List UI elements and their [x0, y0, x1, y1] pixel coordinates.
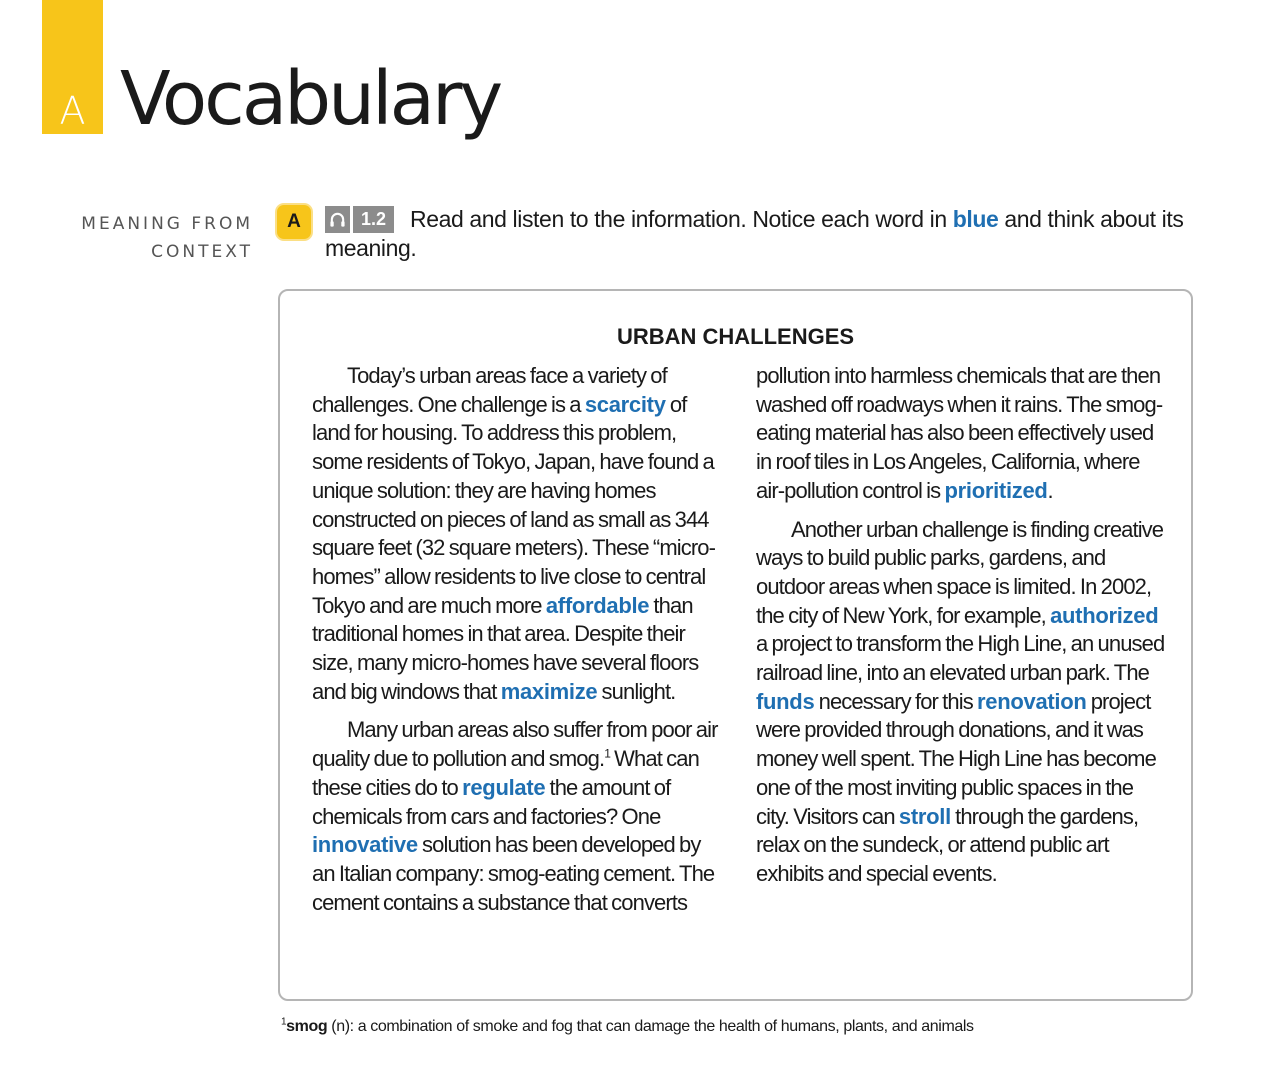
activity-instruction	[325, 205, 1205, 263]
vocab-word-authorized: authorized	[1050, 602, 1159, 628]
footnote-marker: 1	[604, 746, 610, 761]
paragraph-text: the amount of chemicals from cars and factories? One	[312, 774, 671, 829]
vocab-word-funds: funds	[756, 688, 815, 714]
instruction-text-end: and think about its meaning.	[325, 206, 1184, 261]
vocab-word-stroll: stroll	[898, 803, 951, 829]
paragraph-text: Another urban challenge is finding creative ways to build public parks, gardens, and outdoor areas when space is limited. In 2002, the city of New York, for example,	[756, 516, 1164, 628]
paragraph-text: sunlight.	[597, 678, 676, 704]
skill-label-line1: MEANING FROM	[81, 214, 253, 234]
footnote-number: 1	[281, 1016, 287, 1028]
page-title: Vocabulary	[120, 56, 501, 142]
audio-track-button[interactable]	[325, 206, 394, 233]
paragraph-text: necessary for this	[814, 688, 978, 714]
paragraph-text: Many urban areas also suffer from poor air quality due to pollution and smog.	[312, 717, 718, 772]
vocab-word-renovation: renovation	[977, 688, 1087, 714]
paragraph-2-continued	[756, 362, 1168, 506]
reading-box	[278, 289, 1193, 1001]
vocab-word-prioritized: prioritized	[944, 477, 1048, 503]
vocab-word-innovative: innovative	[312, 832, 418, 858]
paragraph-text: What can these cities do to	[312, 746, 699, 800]
paragraph-text: .	[1047, 477, 1053, 503]
section-letter: A	[59, 89, 86, 133]
headphones-icon	[325, 206, 350, 233]
vocab-word-affordable: affordable	[545, 592, 650, 618]
paragraph-text: Today’s urban areas face a variety of challenges. One challenge is a	[312, 363, 667, 417]
activity-badge: A	[277, 205, 311, 239]
paragraph-3	[756, 516, 1168, 889]
instruction-highlight: blue	[952, 206, 999, 232]
reading-column-right	[756, 362, 1168, 889]
paragraph-1	[312, 362, 724, 706]
paragraph-text: a project to transform the High Line, an unused railroad line, into an elevated urban park. The	[756, 631, 1165, 686]
vocab-word-scarcity: scarcity	[584, 391, 666, 417]
skill-label-line2: CONTEXT	[151, 242, 253, 262]
paragraph-text: through the gardens, relax on the sundeck, or attend public art exhibits and special events.	[756, 803, 1139, 886]
paragraph-text: pollution into harmless chemicals that are then washed off roadways when it rains. The smog-eating material has also been effectively used in roof tiles in Los Angeles, California, where air-pollution control is	[756, 363, 1163, 503]
paragraph-text: project were provided through donations, and it was money well spent. The High Line has become one of the most inviting public spaces in the city. Visitors can	[756, 688, 1156, 829]
footnote-term: smog	[286, 1018, 328, 1035]
reading-column-left	[312, 362, 724, 917]
section-tab	[42, 0, 103, 134]
audio-track-number: 1.2	[353, 206, 394, 233]
reading-title: URBAN CHALLENGES	[616, 324, 855, 349]
vocab-word-regulate: regulate	[462, 774, 546, 800]
paragraph-text: than traditional homes in that area. Despite their size, many micro-homes have several floors and big windows that	[312, 592, 699, 704]
paragraph-text: solution has been developed by an Italian company: smog-eating cement. The cement contains a substance that converts	[312, 832, 715, 915]
footnote	[281, 1016, 974, 1038]
footnote-definition: (n): a combination of smoke and fog that can damage the health of humans, plants, and animals	[327, 1018, 974, 1035]
vocab-word-maximize: maximize	[500, 678, 598, 704]
paragraph-2	[312, 716, 724, 917]
skill-label	[81, 210, 253, 266]
paragraph-text: of land for housing. To address this problem, some residents of Tokyo, Japan, have found a unique solution: they are having homes constructed on pieces of land as small as 344 square feet (32 square meters). These “micro-homes” allow residents to live close to central Tokyo and are much more	[312, 391, 716, 618]
instruction-text-start: Read and listen to the information. Notice each word in	[410, 206, 953, 232]
